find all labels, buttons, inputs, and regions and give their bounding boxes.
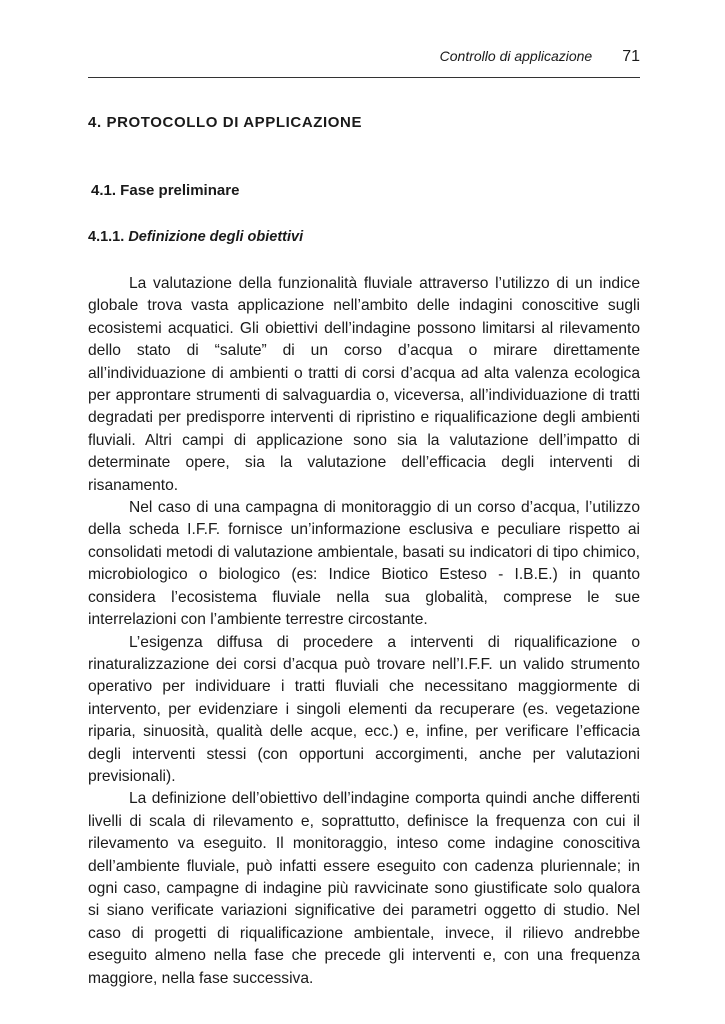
page-number: 71: [622, 48, 640, 65]
header-divider: [88, 77, 640, 78]
chapter-title: 4. PROTOCOLLO DI APPLICAZIONE: [88, 114, 363, 131]
paragraph-4: La definizione dell’obiettivo dell’indagine comporta quindi anche differenti livelli di scala di rilevamento e, soprattutto, definisce la frequenza con cui il rilevamento va eseguito. Il monitoraggio, inteso come indagine conoscitiva dell’ambiente fluviale, può infatti essere eseguito con cadenza pluriennale; in ogni caso, campagne di indagine più ravvicinate sono giustificate solo qualora si siano verificate variazioni significative dei parametri oggetto di studio. Nel caso di progetti di riqualificazione ambientale, invece, il rilievo andrebbe eseguito almeno nella fase che precede gli interventi e, con una frequenza maggiore, nella fase successiva.: [88, 790, 640, 987]
paragraph-1: La valutazione della funzionalità fluviale attraverso l’utilizzo di un indice globale trova vasta applicazione nell’ambito delle indagini conoscitive sugli ecosistemi acquatici. Gli obiettivi dell’indagine possono limitarsi al rilevamento dello stato di “salute” di un corso d’acqua o mirare direttamente all’individuazione di ambienti o tratti di corsi d’acqua ad alta valenza ecologica per approntare strumenti di salvaguardia o, viceversa, all’individuazione di tratti degradati per predisporre interventi di ripristino e riqualificazione degli ambienti fluviali. Altri campi di applicazione sono sia la valutazione dell’impatto di determinate opere, sia la valutazione dell’efficacia degli interventi di risanamento.: [88, 275, 640, 494]
subsection-number: 4.1.1.: [88, 229, 125, 245]
section-title: 4.1. Fase preliminare: [91, 182, 240, 199]
main-content: [88, 113, 640, 990]
running-title: Controllo di applicazione: [439, 48, 593, 64]
running-header: [88, 48, 640, 70]
paragraph-2: Nel caso di una campagna di monitoraggio di un corso d’acqua, l’utilizzo della scheda I.F.F. fornisce un’informazione esclusiva e peculiare rispetto ai consolidati metodi di valutazione ambientale, basati su indicatori di tipo chimico, microbiologico o biologico (es: Indice Biotico Esteso - I.B.E.) in quanto considera l’ecosistema fluviale nella sua globalità, comprese le sue interrelazioni con l’ambiente terrestre circostante.: [88, 499, 640, 629]
subsection-name: Definizione degli obiettivi: [128, 229, 304, 245]
subsection-title: [88, 227, 640, 247]
paragraph-3: L’esigenza diffusa di procedere a interventi di riqualificazione o rinaturalizzazione dei corsi d’acqua può trovare nell’I.F.F. un valido strumento operativo per individuare i tratti fluviali che necessitano maggiormente di intervento, per evidenziare i singoli elementi da recuperare (es. vegetazione riparia, sinuosità, qualità delle acque, ecc.) e, infine, per verificare l’efficacia degli interventi stessi (con opportuni accorgimenti, anche per valutazioni previsionali).: [88, 633, 640, 785]
body-text: [88, 273, 640, 990]
